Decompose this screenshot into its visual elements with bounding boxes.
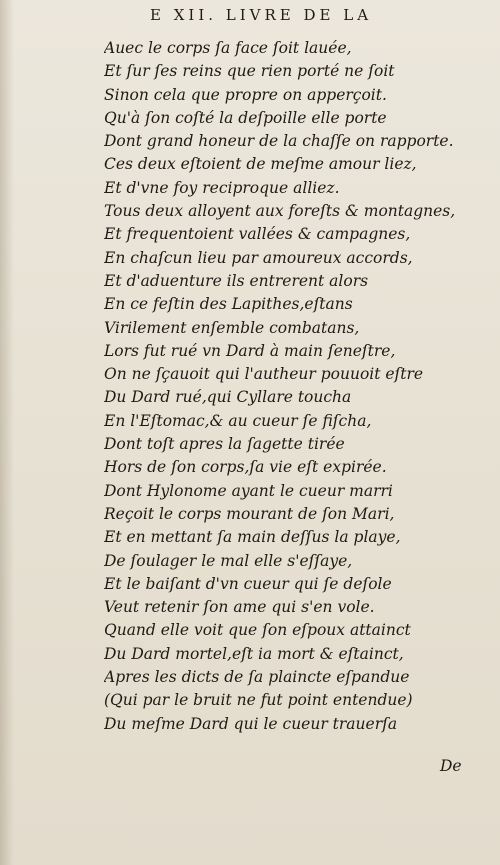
verse-line: Et en mettant ſa main deſſus la playe, [104, 528, 401, 547]
verse-line: Qu'à ſon coſté la deſpoille elle porte [104, 108, 387, 127]
verse-line: Virilement enſemble combatans, [104, 318, 360, 337]
verse-line: Et d'aduenture ils entrerent alors [104, 271, 369, 290]
verse-line: Du Dard mortel,eſt ia mort & eſtainct, [104, 644, 404, 663]
verse-line: Hors de ſon corps,ſa vie eſt expirée. [104, 458, 387, 477]
verse-line: Dont Hylonome ayant le cueur marri [104, 481, 393, 500]
verse-line: De ſoulager le mal elle s'eſſaye, [104, 551, 353, 570]
verse-line: Du Dard rué,qui Cyllare toucha [104, 388, 352, 407]
verse-line: Quand elle voit que ſon eſpoux attainct [104, 621, 411, 640]
verse-line: Ces deux eſtoient de meſme amour liez, [104, 155, 417, 174]
verse-line: En l'Eſtomac,& au cueur ſe fiſcha, [104, 411, 372, 430]
verse-line: Du meſme Dard qui le cueur trauerſa [104, 714, 398, 733]
verse-line: Auec le corps ſa face ſoit lauée, [104, 39, 352, 57]
verse-line: Et ſur ſes reins que rien porté ne ſoit [104, 62, 395, 81]
verse-line: Et le baiſant d'vn cueur qui ſe deſole [104, 574, 392, 593]
verse-line: Lors fut rué vn Dard à main ſeneſtre, [104, 341, 396, 360]
verse-line: Et d'vne foy reciproque alliez. [104, 178, 340, 197]
verse-line: Tous deux alloyent aux foreſts & montagnes, [104, 202, 456, 221]
verse-line: Et frequentoient vallées & campagnes, [104, 225, 411, 244]
verse-line: Veut retenir ſon ame qui s'en vole. [104, 598, 375, 617]
verse-line: Apres les dicts de ſa plaincte eſpandue [104, 668, 410, 687]
verse-line: Dont toſt apres la ſagette tirée [104, 435, 345, 454]
running-head: E XII. LIVRE DE LA [150, 6, 373, 24]
verse-line: (Qui par le bruit ne fut point entendue) [104, 691, 413, 710]
verse-line: Reçoit le corps mourant de ſon Mari, [104, 504, 395, 523]
verse-line: Dont grand honeur de la chaſſe on rapporte. [104, 132, 454, 151]
verse-line: On ne ſçauoit qui l'autheur pouuoit eſtre [104, 365, 424, 384]
verse-block [104, 37, 474, 736]
verse-line: Sinon cela que propre on apperçoit. [104, 85, 387, 104]
gutter-shadow [0, 0, 14, 865]
verse-line: En chaſcun lieu par amoureux accords, [104, 248, 413, 267]
verse-line: En ce feſtin des Lapithes,eſtans [104, 295, 353, 314]
catchword: De [440, 757, 462, 775]
